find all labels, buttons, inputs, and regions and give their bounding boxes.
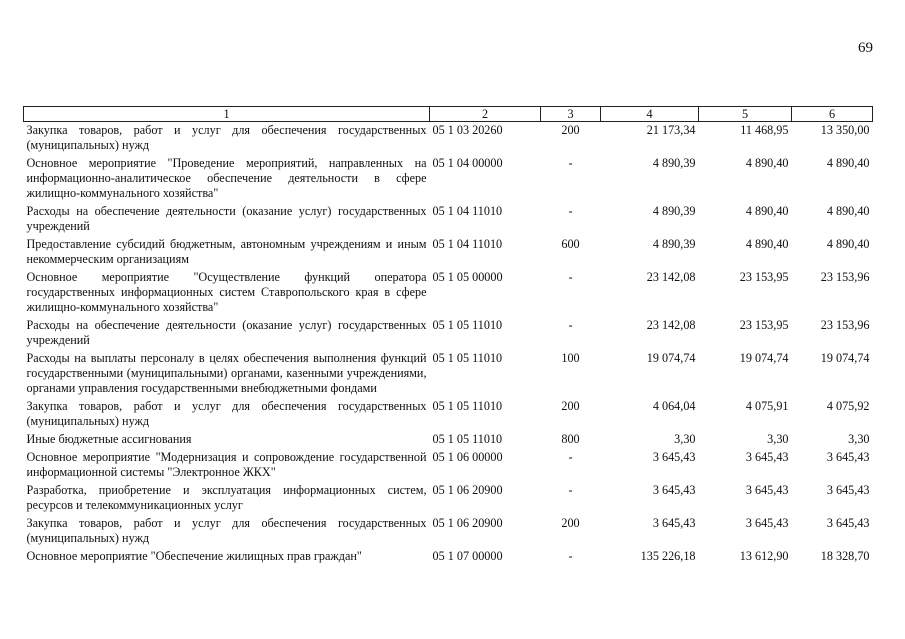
amount-cell: 4 075,92 [826,399,870,413]
type-cell: 200 [561,516,580,530]
code-cell: 05 1 04 11010 [432,204,503,218]
description-cell: Иные бюджетные ассигнования [26,432,192,446]
description-cell: Основное мероприятие "Осуществление функций оператора государственных информационных систем Ставропольского края в сфере жилищно-коммунального хозяйства" [26,270,427,314]
description-cell: Предоставление субсидий бюджетным, автономным учреждениям и иным некоммерческим организациям [26,237,427,266]
amount-cell: 18 328,70 [820,549,870,563]
description-cell: Разработка, приобретение и эксплуатация информационных систем, ресурсов и телекоммуникационных услуг [26,483,427,512]
description-cell: Расходы на выплаты персоналу в целях обеспечения выполнения функций государственными (муниципальными) органами, казенными учреждениями, органами управления государственными внебюджетными фондами [26,351,427,395]
amount-cell: 19 074,74 [739,351,789,365]
table-row [24,398,873,431]
table-row [24,236,873,269]
amount-cell: 19 074,74 [820,351,870,365]
amount-cell: 4 890,40 [826,204,870,218]
amount-cell: 4 890,40 [826,237,870,251]
code-cell: 05 1 05 11010 [432,432,503,446]
type-cell: 800 [561,432,580,446]
page-number: 69 [858,40,873,56]
header-cell: 5 [699,107,792,122]
amount-cell: 3 645,43 [652,483,696,497]
table-row [24,515,873,548]
description-cell: Основное мероприятие "Проведение мероприятий, направленных на информационно-аналитическое обеспечение деятельности в сфере жилищно-коммунального хозяйства" [26,156,427,200]
code-cell: 05 1 05 11010 [432,351,503,365]
description-cell: Закупка товаров, работ и услуг для обеспечения государственных (муниципальных) нужд [26,399,427,428]
amount-cell: 4 075,91 [745,399,789,413]
amount-cell: 3,30 [674,432,696,446]
table-row [24,548,873,566]
amount-cell: 23 142,08 [646,318,696,332]
header-cell: 3 [541,107,601,122]
amount-cell: 23 153,96 [820,270,870,284]
amount-cell: 4 890,40 [826,156,870,170]
amount-cell: 4 890,39 [652,156,696,170]
header-cell: 6 [792,107,873,122]
code-cell: 05 1 07 00000 [432,549,503,563]
amount-cell: 4 890,40 [745,204,789,218]
amount-cell: 19 074,74 [646,351,696,365]
table-header [24,107,873,122]
table-row [24,203,873,236]
type-cell: 600 [561,237,580,251]
description-cell: Расходы на обеспечение деятельности (оказание услуг) государственных учреждений [26,318,427,347]
code-cell: 05 1 05 00000 [432,270,503,284]
code-cell: 05 1 05 11010 [432,318,503,332]
type-cell: 100 [561,351,580,365]
table-row [24,350,873,398]
amount-cell: 3 645,43 [826,483,870,497]
amount-cell: 3 645,43 [745,483,789,497]
amount-cell: 135 226,18 [640,549,696,563]
type-cell: 200 [561,123,580,137]
amount-cell: 23 153,96 [820,318,870,332]
amount-cell: 4 064,04 [652,399,696,413]
amount-cell: 23 153,95 [739,318,789,332]
header-cell: 2 [430,107,541,122]
amount-cell: 4 890,40 [745,156,789,170]
type-cell: - [568,204,573,218]
table-row [24,155,873,203]
type-cell: - [568,483,573,497]
code-cell: 05 1 06 00000 [432,450,503,464]
amount-cell: 3 645,43 [826,516,870,530]
type-cell: - [568,450,573,464]
amount-cell: 11 468,95 [740,123,789,137]
amount-cell: 3,30 [767,432,789,446]
code-cell: 05 1 06 20900 [432,483,503,497]
amount-cell: 21 173,34 [646,123,696,137]
table-row [24,122,873,156]
type-cell: 200 [561,399,580,413]
code-cell: 05 1 04 00000 [432,156,503,170]
type-cell: - [568,156,573,170]
description-cell: Основное мероприятие "Модернизация и сопровождение государственной информационной системы "Электронное ЖКХ" [26,450,427,479]
amount-cell: 3 645,43 [826,450,870,464]
amount-cell: 3 645,43 [652,516,696,530]
table-row [24,269,873,317]
code-cell: 05 1 03 20260 [432,123,503,137]
description-cell: Закупка товаров, работ и услуг для обеспечения государственных (муниципальных) нужд [26,123,427,152]
code-cell: 05 1 05 11010 [432,399,503,413]
amount-cell: 4 890,40 [745,237,789,251]
amount-cell: 3,30 [848,432,870,446]
table-body [24,122,873,567]
amount-cell: 3 645,43 [652,450,696,464]
code-cell: 05 1 06 20900 [432,516,503,530]
budget-table [23,106,873,566]
table-row [24,449,873,482]
type-cell: - [568,270,573,284]
description-cell: Закупка товаров, работ и услуг для обеспечения государственных (муниципальных) нужд [26,516,427,545]
description-cell: Основное мероприятие "Обеспечение жилищных прав граждан" [26,549,362,563]
type-cell: - [568,549,573,563]
code-cell: 05 1 04 11010 [432,237,503,251]
amount-cell: 4 890,39 [652,204,696,218]
header-cell: 4 [601,107,699,122]
amount-cell: 3 645,43 [745,516,789,530]
amount-cell: 13 350,00 [820,123,870,137]
header-cell: 1 [24,107,430,122]
table-row [24,431,873,449]
amount-cell: 3 645,43 [745,450,789,464]
table-row [24,317,873,350]
type-cell: - [568,318,573,332]
amount-cell: 23 142,08 [646,270,696,284]
amount-cell: 13 612,90 [739,549,789,563]
amount-cell: 23 153,95 [739,270,789,284]
amount-cell: 4 890,39 [652,237,696,251]
table-row [24,482,873,515]
description-cell: Расходы на обеспечение деятельности (оказание услуг) государственных учреждений [26,204,427,233]
